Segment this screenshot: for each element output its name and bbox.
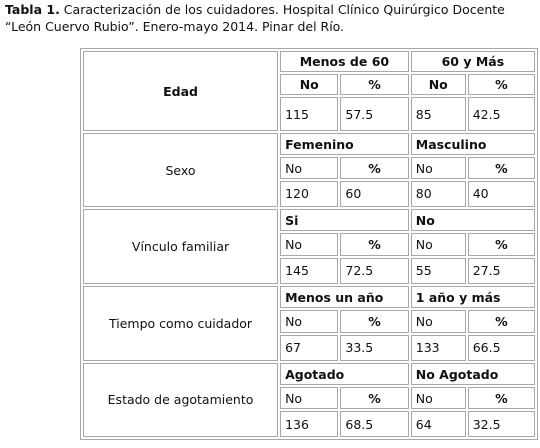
value-cell: 85 — [411, 97, 466, 131]
row-label-vinculo: Vínculo familiar — [83, 209, 278, 284]
value-cell: 68.5 — [340, 411, 408, 437]
subheader-no: No — [280, 157, 338, 178]
group-header: Agotado — [280, 363, 409, 385]
value-cell: 145 — [280, 258, 338, 284]
subheader-no: No — [411, 157, 466, 178]
group-header: No Agotado — [411, 363, 535, 385]
value-cell: 115 — [280, 97, 338, 131]
subheader-pct: % — [340, 310, 408, 332]
subheader-pct: % — [468, 310, 535, 332]
caregiver-table — [80, 48, 538, 440]
caption-label: Tabla 1. — [5, 2, 60, 17]
subheader-no: No — [411, 310, 466, 332]
group-header: Menos de 60 — [280, 51, 409, 72]
table-row — [83, 209, 535, 231]
caption-text: Caracterización de los cuidadores. Hospital Clínico Quirúrgico Docente “León Cuervo Rubio”. Enero-mayo 2014. Pinar del Río. — [5, 2, 505, 34]
row-label-sexo: Sexo — [83, 133, 278, 207]
row-label-edad: Edad — [83, 51, 278, 131]
value-cell: 32.5 — [468, 411, 535, 437]
value-cell: 33.5 — [340, 335, 408, 361]
group-header: Masculino — [411, 133, 535, 155]
table-row — [83, 363, 535, 385]
group-header: 60 y Más — [411, 51, 535, 72]
group-header: Menos un año — [280, 286, 409, 308]
value-cell: 133 — [411, 335, 466, 361]
value-cell: 27.5 — [468, 258, 535, 284]
subheader-pct: % — [340, 233, 408, 255]
value-cell: 72.5 — [340, 258, 408, 284]
subheader-pct: % — [340, 387, 408, 409]
group-header: Femenino — [280, 133, 409, 155]
table-row — [83, 286, 535, 308]
subheader-pct: % — [468, 157, 535, 178]
value-cell: 67 — [280, 335, 338, 361]
subheader-no: No — [411, 387, 466, 409]
table-caption — [5, 1, 537, 35]
subheader-no: No — [280, 310, 338, 332]
row-label-agotamiento: Estado de agotamiento — [83, 363, 278, 437]
value-cell: 57.5 — [340, 97, 408, 131]
table-row — [83, 133, 535, 155]
subheader-pct: % — [468, 233, 535, 255]
subheader-pct: % — [340, 157, 408, 178]
value-cell: 40 — [468, 181, 535, 207]
subheader-no: No — [280, 387, 338, 409]
value-cell: 136 — [280, 411, 338, 437]
subheader-pct: % — [468, 74, 535, 95]
value-cell: 42.5 — [468, 97, 535, 131]
row-label-tiempo: Tiempo como cuidador — [83, 286, 278, 361]
table-row — [83, 51, 535, 72]
subheader-no: No — [280, 74, 338, 95]
subheader-pct: % — [340, 74, 408, 95]
subheader-no: No — [411, 74, 466, 95]
group-header: Si — [280, 209, 409, 231]
subheader-pct: % — [468, 387, 535, 409]
value-cell: 66.5 — [468, 335, 535, 361]
value-cell: 120 — [280, 181, 338, 207]
group-header: No — [411, 209, 535, 231]
value-cell: 64 — [411, 411, 466, 437]
value-cell: 80 — [411, 181, 466, 207]
subheader-no: No — [280, 233, 338, 255]
value-cell: 60 — [340, 181, 408, 207]
value-cell: 55 — [411, 258, 466, 284]
group-header: 1 año y más — [411, 286, 535, 308]
subheader-no: No — [411, 233, 466, 255]
